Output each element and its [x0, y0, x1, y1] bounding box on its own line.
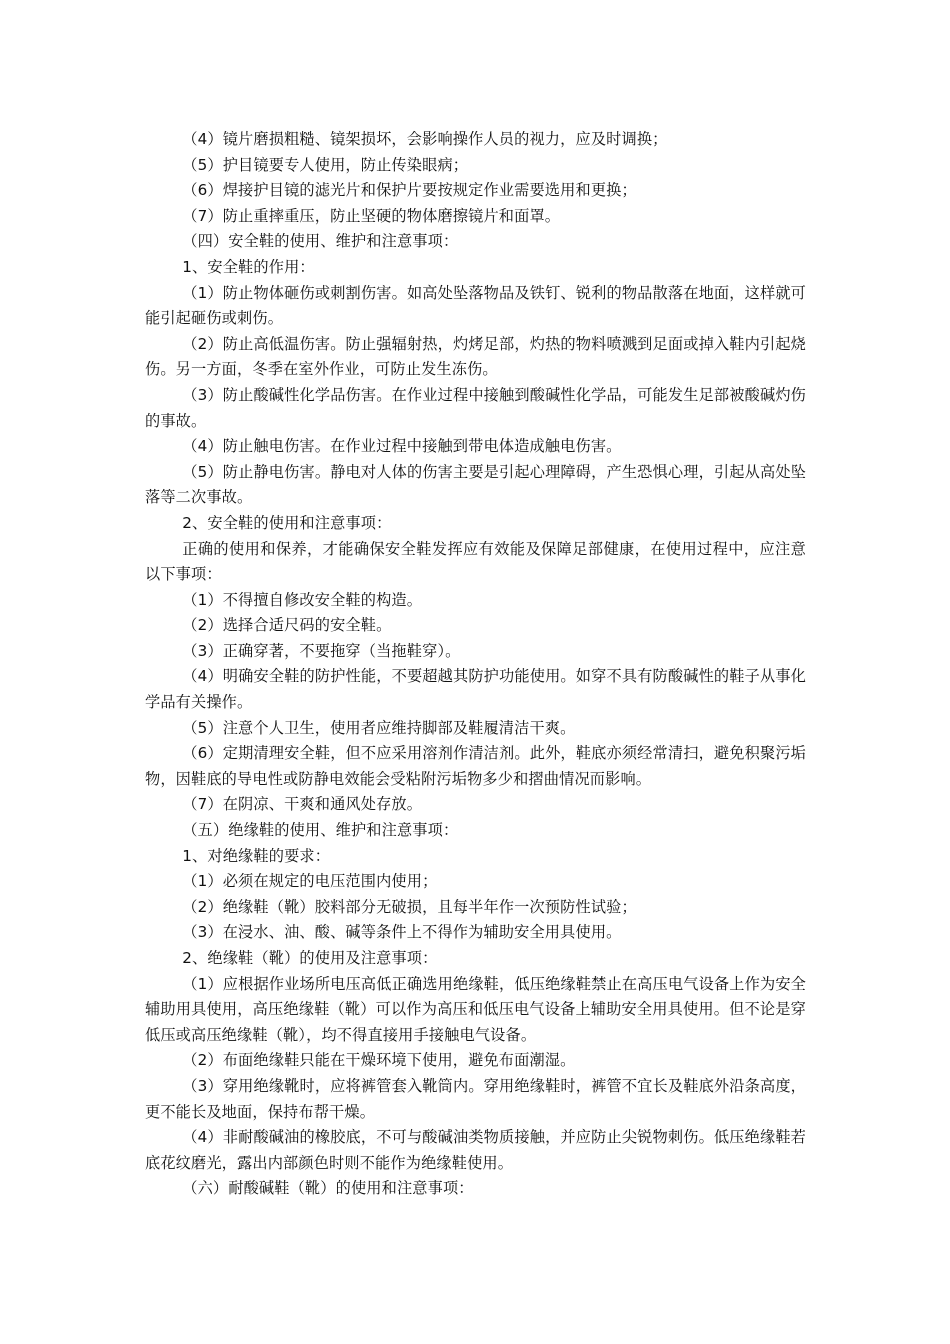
paragraph: （4）非耐酸碱油的橡胶底，不可与酸碱油类物质接触，并应防止尖锐物刺伤。低压绝缘鞋若底花纹磨光，露出内部颜色时则不能作为绝缘鞋使用。 — [145, 1128, 806, 1172]
paragraph: （2）防止高低温伤害。防止强辐射热，灼烤足部，灼热的物料喷溅到足面或掉入鞋内引起烧伤。另一方面，冬季在室外作业，可防止发生冻伤。 — [145, 334, 806, 379]
paragraph: （1）必须在规定的电压范围内使用； — [182, 872, 438, 891]
paragraph: （6）焊接护目镜的滤光片和保护片要按规定作业需要选用和更换； — [182, 181, 637, 200]
section-heading: （六）耐酸碱鞋（靴）的使用和注意事项： — [182, 1179, 474, 1198]
paragraph: （3）防止酸碱性化学品伤害。在作业过程中接触到酸碱性化学品，可能发生足部被酸碱灼伤的事故。 — [145, 385, 806, 430]
document-body — [145, 127, 806, 1202]
paragraph: （7）防止重摔重压，防止坚硬的物体磨擦镜片和面罩。 — [182, 206, 561, 225]
paragraph: （4）镜片磨损粗糙、镜架损坏，会影响操作人员的视力，应及时调换； — [182, 130, 668, 148]
subsection-heading: 2、安全鞋的使用和注意事项： — [182, 513, 392, 532]
paragraph: （3）穿用绝缘靴时，应将裤管套入靴筒内。穿用绝缘鞋时，裤管不宜长及鞋底外沿条高度，更不能长及地面，保持布帮干燥。 — [145, 1076, 806, 1121]
paragraph: （3）在浸水、油、酸、碱等条件上不得作为辅助安全用具使用。 — [182, 923, 622, 942]
paragraph: （4）明确安全鞋的防护性能，不要超越其防护功能使用。如穿不具有防酸碱性的鞋子从事化学品有关操作。 — [145, 667, 806, 712]
paragraph: （2）布面绝缘鞋只能在干燥环境下使用，避免布面潮湿。 — [182, 1051, 576, 1070]
section-heading: （五）绝缘鞋的使用、维护和注意事项： — [182, 821, 459, 840]
paragraph: （6）定期清理安全鞋，但不应采用溶剂作清洁剂。此外，鞋底亦须经常清扫，避免积聚污垢物，因鞋底的导电性或防静电效能会受粘附污垢物多少和摺曲情况而影响。 — [145, 744, 806, 788]
subsection-heading: 1、对绝缘鞋的要求： — [182, 846, 331, 865]
paragraph: （1）应根据作业场所电压高低正确选用绝缘鞋，低压绝缘鞋禁止在高压电气设备上作为安全辅助用具使用，高压绝缘鞋（靴）可以作为高压和低压电气设备上辅助安全用具使用。但不论是穿低压或高压绝缘鞋（靴），均不得直接用手接触电气设备。 — [145, 974, 806, 1044]
paragraph: （2）选择合适尺码的安全鞋。 — [182, 616, 392, 635]
paragraph: （5）防止静电伤害。静电对人体的伤害主要是引起心理障碍，产生恐惧心理，引起从高处坠落等二次事故。 — [145, 462, 806, 507]
section-heading: （四）安全鞋的使用、维护和注意事项： — [182, 232, 459, 251]
paragraph: （1）防止物体砸伤或刺割伤害。如高处坠落物品及铁钉、锐利的物品散落在地面，这样就可能引起砸伤或刺伤。 — [145, 283, 806, 328]
paragraph: （2）绝缘鞋（靴）胶料部分无破损，且每半年作一次预防性试验； — [182, 897, 637, 916]
paragraph: 正确的使用和保养，才能确保安全鞋发挥应有效能及保障足部健康，在使用过程中，应注意以下事项： — [145, 539, 806, 584]
paragraph: （5）护目镜要专人使用，防止传染眼病； — [182, 155, 469, 174]
paragraph: （7）在阴凉、干爽和通风处存放。 — [182, 795, 423, 814]
paragraph: （5）注意个人卫生，使用者应维持脚部及鞋履清洁干爽。 — [182, 718, 576, 737]
subsection-heading: 1、安全鞋的作用： — [182, 257, 315, 276]
subsection-heading: 2、绝缘鞋（靴）的使用及注意事项： — [182, 949, 438, 967]
paragraph: （4）防止触电伤害。在作业过程中接触到带电体造成触电伤害。 — [182, 437, 622, 456]
paragraph: （3）正确穿著，不要拖穿（当拖鞋穿）。 — [182, 641, 461, 660]
paragraph: （1）不得擅自修改安全鞋的构造。 — [182, 590, 423, 609]
